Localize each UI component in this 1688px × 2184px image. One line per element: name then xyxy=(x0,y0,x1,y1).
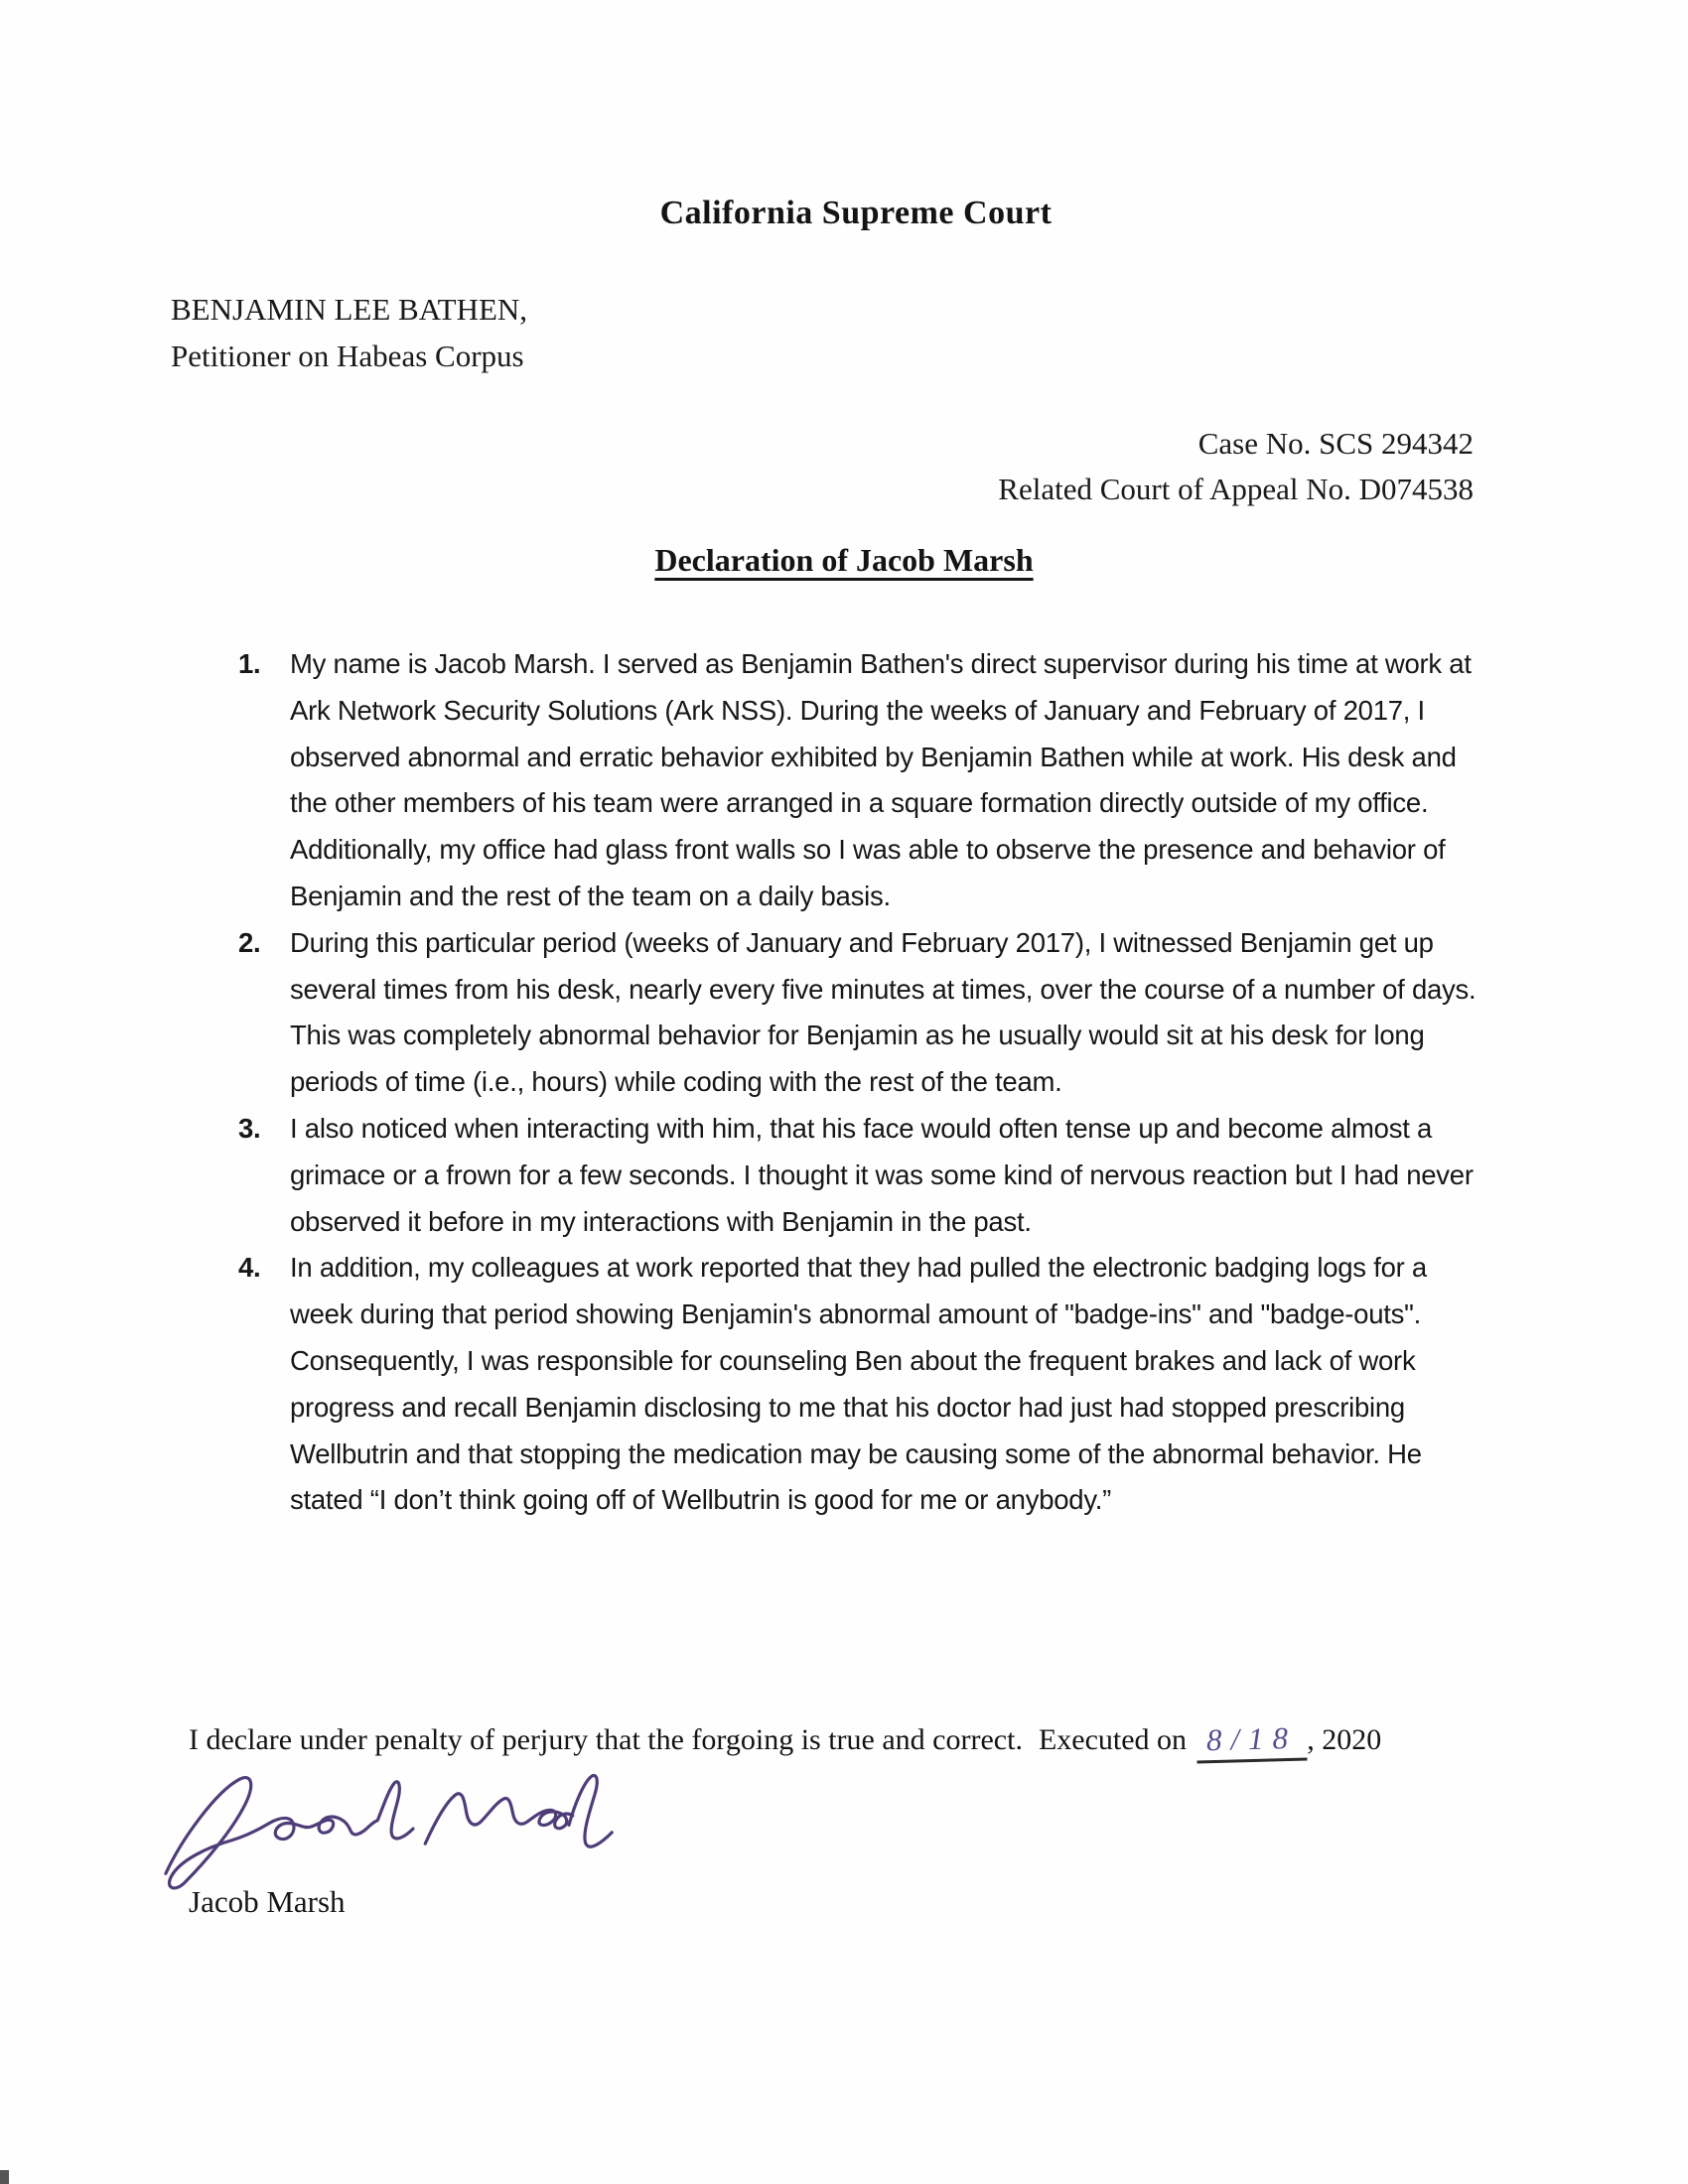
party-name: BENJAMIN LEE BATHEN, xyxy=(171,292,528,327)
item-number: 2. xyxy=(238,926,261,958)
court-title: California Supreme Court xyxy=(659,195,1053,231)
item-number: 1. xyxy=(238,648,261,679)
item-text: During this particular period (weeks of January and February 2017), I witnessed Benjamin get up several times from his desk, nearly every five minutes at times, over the course of a number of days. This was completely abnormal behavior for Benjamin as he usually would sit at his desk for long periods of time (i.e., hours) while coding with the rest of the team. xyxy=(290,926,1477,1098)
case-block xyxy=(998,421,1474,512)
scan-corner-artifact xyxy=(0,2170,9,2184)
signature-stroke-jacob xyxy=(166,1778,413,1888)
signature-stroke-marsh-h xyxy=(569,1776,612,1847)
executed-label: Executed on xyxy=(1038,1723,1188,1756)
executed-year: , 2020 xyxy=(1307,1723,1382,1756)
item-text: My name is Jacob Marsh. I served as Benjamin Bathen's direct supervisor during his time at work at Ark Network Security Solutions (Ark NSS). During the weeks of January and February of 2017, I observed abnormal and erratic behavior exhibited by Benjamin Bathen while at work. His desk and the other members of his team were arranged in a square formation directly outside of my office. Additionally, my office had glass front walls so I was able to observe the presence and behavior of Benjamin and the rest of the team on a daily basis. xyxy=(290,648,1472,911)
declaration-items xyxy=(238,641,1485,1524)
item-text: In addition, my colleagues at work reported that they had pulled the electronic badging logs for a week during that period showing Benjamin's abnormal amount of "badge-ins" and "badge-outs". Consequently, I was responsible for counseling Ben about the frequent brakes and lack of work progress and recall Benjamin disclosing to me that his doctor had just had stopped prescribing Wellbutrin and that stopping the medication may be causing some of the abnormal behavior. He stated “I don’t think going off of Wellbutrin is good for me or anybody.” xyxy=(290,1252,1427,1516)
item-text: I also noticed when interacting with him, that his face would often tense up and become almost a grimace or a frown for a few seconds. I thought it was some kind of nervous reaction but I had never observed it before in my interactions with Benjamin in the past. xyxy=(290,1112,1474,1237)
handwritten-date: 8/18 xyxy=(1196,1720,1308,1764)
declaration-item-4 xyxy=(238,1245,1485,1524)
perjury-text: I declare under penalty of perjury that the forgoing is true and correct. xyxy=(189,1723,1023,1756)
party-block xyxy=(171,286,527,379)
item-number: 4. xyxy=(238,1252,261,1284)
declaration-item-2 xyxy=(238,920,1485,1106)
item-number: 3. xyxy=(238,1112,261,1144)
party-role: Petitioner on Habeas Corpus xyxy=(171,339,524,373)
declaration-item-3 xyxy=(238,1106,1485,1245)
handwritten-signature xyxy=(149,1765,616,1896)
case-number: Case No. SCS 294342 xyxy=(1197,426,1474,461)
declaration-item-1 xyxy=(238,641,1485,920)
perjury-statement xyxy=(189,1721,1599,1762)
related-case-number: Related Court of Appeal No. D074538 xyxy=(998,472,1474,506)
signature-stroke-marsh xyxy=(425,1794,573,1843)
declaration-heading: Declaration of Jacob Marsh xyxy=(654,542,1034,578)
typed-signatory-name: Jacob Marsh xyxy=(189,1884,346,1919)
